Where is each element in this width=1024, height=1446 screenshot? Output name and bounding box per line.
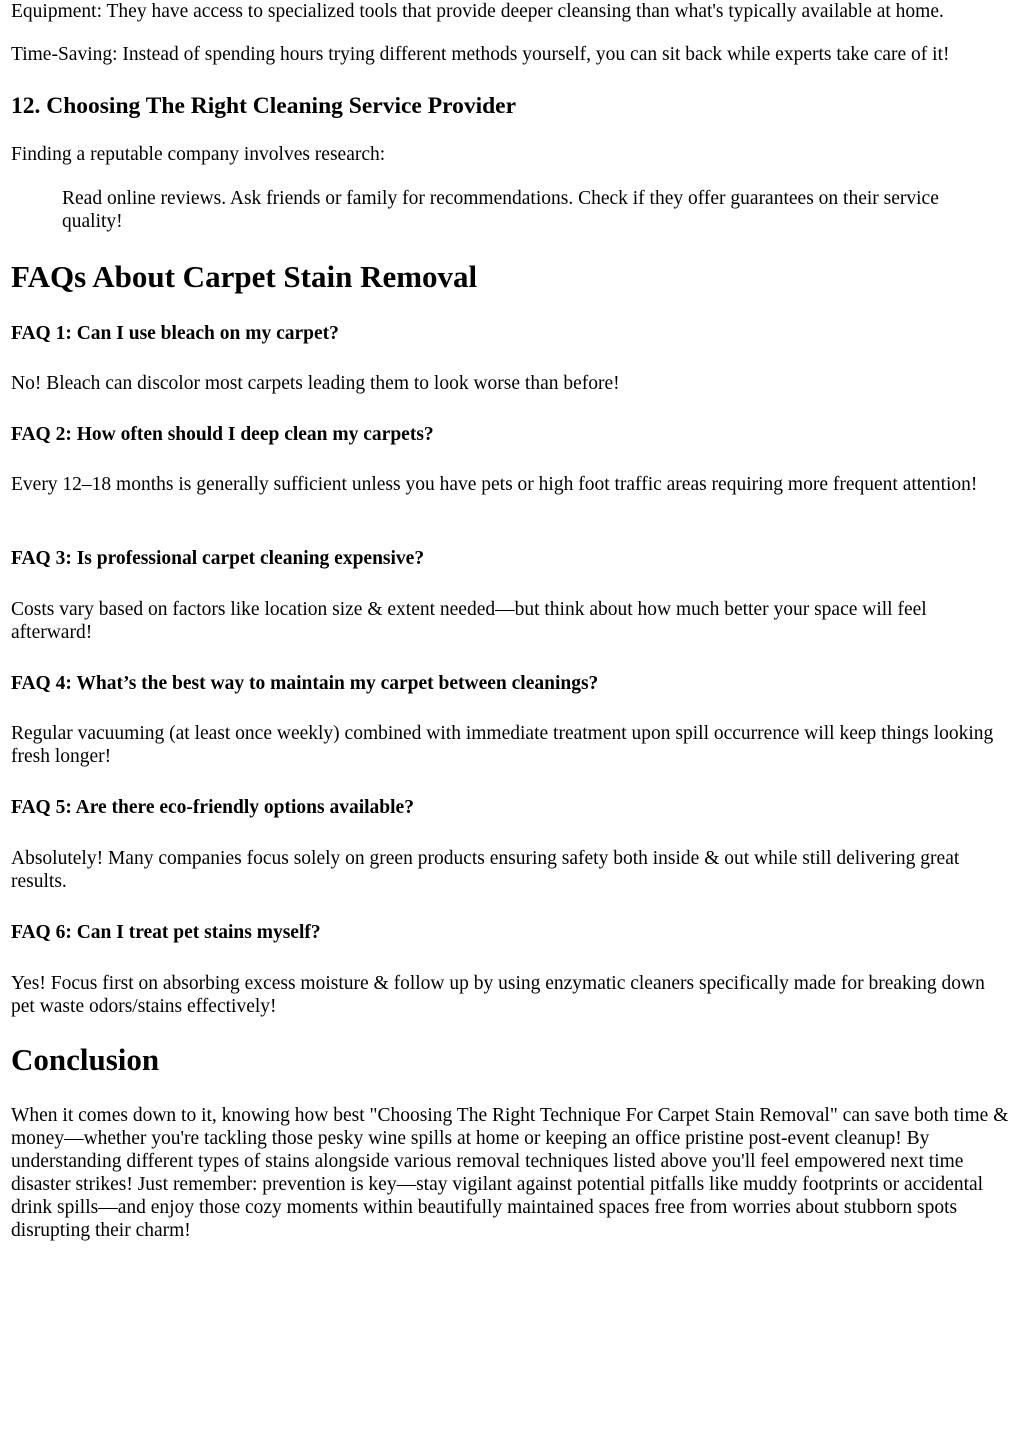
faq-2-answer: Every 12–18 months is generally sufficient unless you have pets or high foot traffic areas requiring more frequent attention! — [11, 474, 978, 495]
faq-6-answer: Yes! Focus first on absorbing excess moisture & follow up by using enzymatic cleaners specifically made for breaking down pet waste odors/stains effectively! — [11, 973, 985, 1017]
faq-3-answer: Costs vary based on factors like location size & extent needed—but think about how much better your space will feel afterward! — [11, 599, 927, 643]
section-12-heading: 12. Choosing The Right Cleaning Service Provider — [11, 93, 517, 119]
faq-4-answer: Regular vacuuming (at least once weekly) combined with immediate treatment upon spill occurrence will keep things looking fresh longer! — [11, 723, 994, 767]
faqs-heading: FAQs About Carpet Stain Removal — [11, 259, 478, 294]
conclusion-heading: Conclusion — [11, 1042, 160, 1077]
conclusion-paragraph: When it comes down to it, knowing how best "Choosing The Right Technique For Carpet Stain Removal" can save both time & money—whether you're tackling those pesky wine spills at home or keeping an office pristine post-event cleanup! By understanding different types of stains alongside various removal techniques listed above you'll feel empowered next time disaster strikes! Just remember: prevention is key—stay vigilant against potential pitfalls like muddy footprints or accidental drink spills—and enjoy those cozy moments within beautifully maintained spaces free from worries about stubborn spots disrupting their charm! — [11, 1105, 1009, 1241]
section-12-blockquote: Read online reviews. Ask friends or family for recommendations. Check if they offer guarantees on their service quality! — [62, 188, 939, 232]
faq-1-answer: No! Bleach can discolor most carpets leading them to look worse than before! — [11, 373, 620, 394]
equipment-paragraph: Equipment: They have access to specialized tools that provide deeper cleansing than what's typically available at home. — [11, 1, 944, 22]
faq-2-question: FAQ 2: How often should I deep clean my carpets? — [11, 424, 434, 445]
faq-6-question: FAQ 6: Can I treat pet stains myself? — [11, 922, 321, 943]
faq-4-question: FAQ 4: What’s the best way to maintain my carpet between cleanings? — [11, 673, 599, 694]
faq-3-question: FAQ 3: Is professional carpet cleaning expensive? — [11, 548, 425, 569]
faq-1-question: FAQ 1: Can I use bleach on my carpet? — [11, 323, 339, 344]
faq-5-answer: Absolutely! Many companies focus solely on green products ensuring safety both inside & out while still delivering great results. — [11, 848, 960, 892]
faq-5-question: FAQ 5: Are there eco-friendly options available? — [11, 797, 414, 818]
section-12-intro: Finding a reputable company involves research: — [11, 144, 386, 165]
time-saving-paragraph: Time-Saving: Instead of spending hours trying different methods yourself, you can sit back while experts take care of it! — [11, 44, 950, 65]
